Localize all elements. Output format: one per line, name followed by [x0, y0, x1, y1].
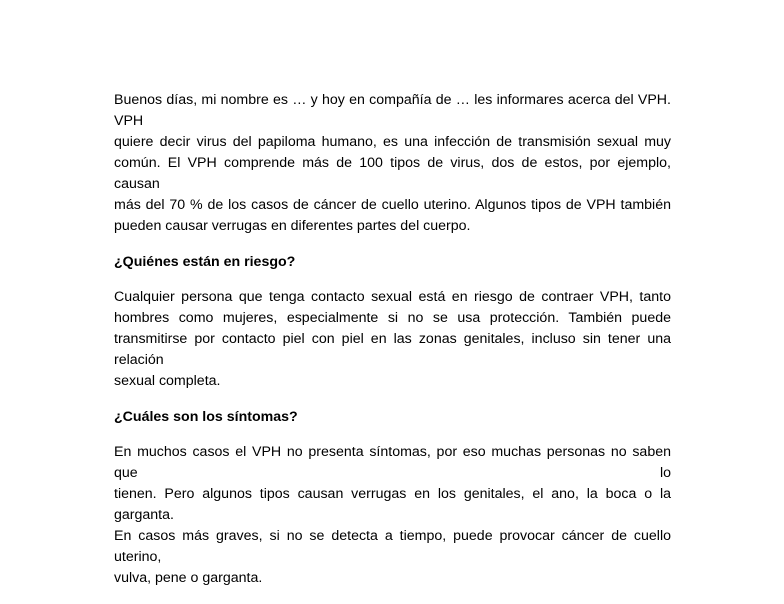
paragraph-line: pueden causar verrugas en diferentes partes del cuerpo.	[114, 218, 471, 234]
section-heading-symptoms: ¿Cuáles son los síntomas?	[114, 409, 298, 425]
risk-paragraph	[114, 287, 671, 392]
intro-paragraph	[114, 90, 671, 237]
paragraph-line: más del 70 % de los casos de cáncer de cuello uterino. Algunos tipos de VPH también	[114, 197, 671, 213]
paragraph-line: Cualquier persona que tenga contacto sexual está en riesgo de contraer VPH, tanto	[114, 289, 671, 305]
paragraph-line: vulva, pene o garganta.	[114, 570, 263, 586]
paragraph-line: tienen. Pero algunos tipos causan verrugas en los genitales, el ano, la boca o la garganta.	[114, 486, 671, 523]
paragraph-line: Buenos días, mi nombre es … y hoy en compañía de … les informares acerca del VPH. VPH	[114, 92, 671, 129]
paragraph-line: hombres como mujeres, especialmente si no se usa protección. También puede	[114, 310, 671, 326]
section-heading-risk: ¿Quiénes están en riesgo?	[114, 254, 296, 270]
paragraph-line: común. El VPH comprende más de 100 tipos de virus, dos de estos, por ejemplo, causan	[114, 155, 671, 192]
document-body	[114, 90, 671, 604]
paragraph-line: En muchos casos el VPH no presenta síntomas, por eso muchas personas no saben que lo	[114, 444, 671, 481]
paragraph-line: quiere decir virus del papiloma humano, es una infección de transmisión sexual muy	[114, 134, 671, 150]
symptoms-paragraph	[114, 442, 671, 589]
paragraph-line: sexual completa.	[114, 373, 221, 389]
paragraph-line: En casos más graves, si no se detecta a tiempo, puede provocar cáncer de cuello uterino,	[114, 528, 671, 565]
paragraph-line: transmitirse por contacto piel con piel en las zonas genitales, incluso sin tener una relación	[114, 331, 671, 368]
